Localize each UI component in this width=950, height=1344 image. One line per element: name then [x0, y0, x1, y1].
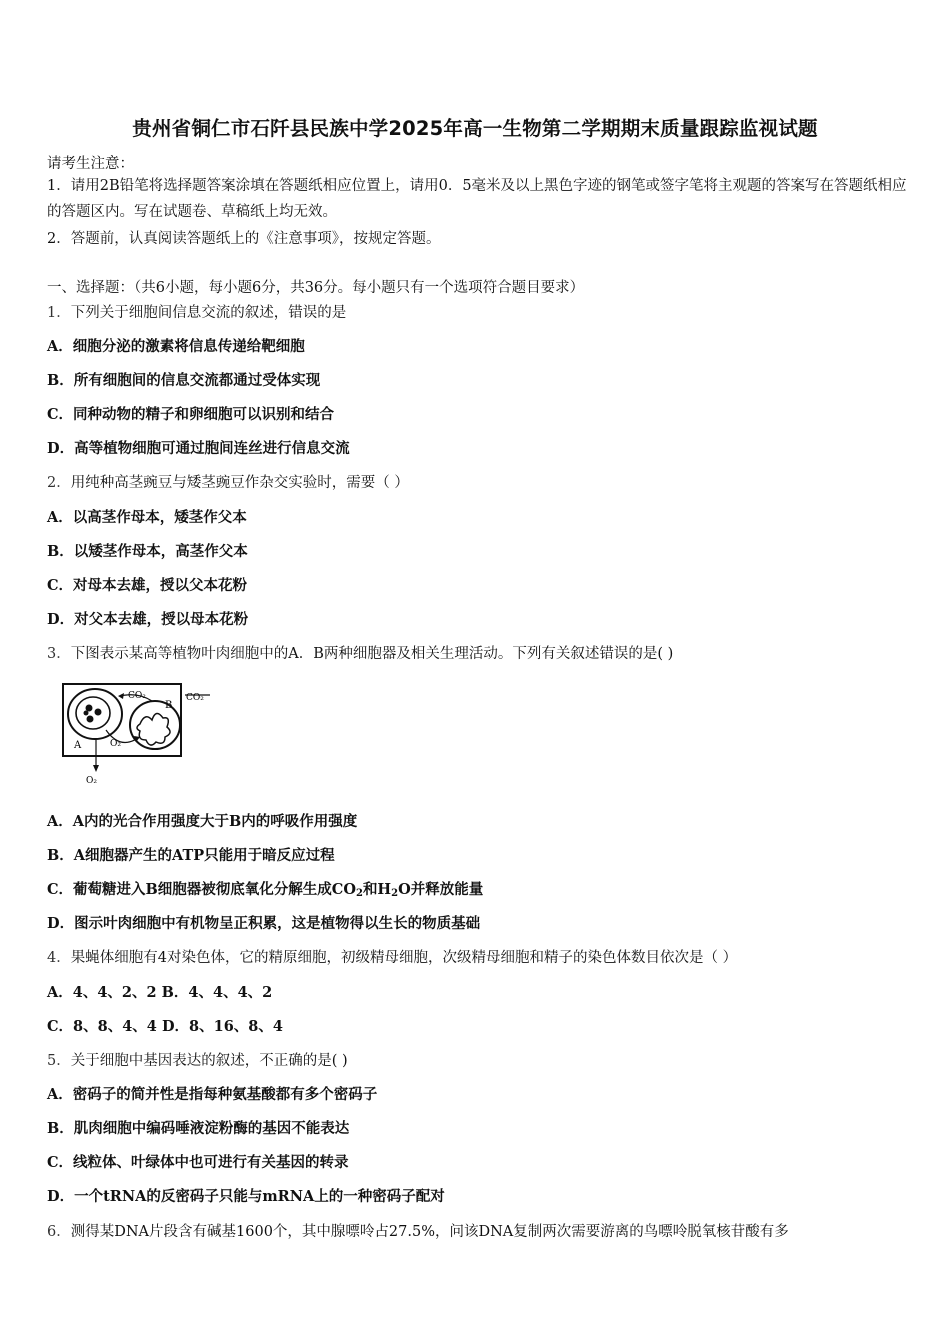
granum: [95, 709, 102, 716]
question-text: 下图表示某高等植物叶肉细胞中的A．B两种细胞器及相关生理活动。下列有关叙述错误的是( ): [70, 646, 674, 662]
organelle-diagram: [60, 680, 220, 790]
granum: [84, 711, 89, 716]
question-number: 5．: [47, 1053, 71, 1069]
question-5-stem: [47, 1049, 348, 1070]
q5-option-b: B．肌肉细胞中编码唾液淀粉酶的基因不能表达: [47, 1120, 350, 1137]
q3-option-c: [47, 878, 483, 899]
granum: [86, 705, 93, 712]
exam-title: 贵州省铜仁市石阡县民族中学2025年高一生物第二学期期末质量跟踪监视试题: [132, 117, 818, 140]
question-2-stem: [47, 471, 409, 492]
question-text: 下列关于细胞间信息交流的叙述，错误的是: [70, 305, 347, 321]
q3-option-b: B．A细胞器产生的ATP只能用于暗反应过程: [47, 847, 335, 864]
q1-option-d: D．高等植物细胞可通过胞间连丝进行信息交流: [47, 440, 350, 457]
arrow-head: [93, 765, 99, 772]
q2-option-a: A．以高茎作母本，矮茎作父本: [47, 509, 247, 526]
question-number: 1．: [47, 305, 71, 321]
label-b: B: [165, 700, 173, 711]
chloroplast-a-inner: [76, 697, 110, 729]
q5-option-d: D．一个tRNA的反密码子只能与mRNA上的一种密码子配对: [47, 1188, 445, 1205]
q1-option-a: A．细胞分泌的激素将信息传递给靶细胞: [47, 338, 305, 355]
granum: [87, 716, 94, 723]
q1-option-c: C．同种动物的精子和卵细胞可以识别和结合: [47, 406, 335, 423]
question-number: 4．: [47, 950, 71, 966]
q1-option-b: B．所有细胞间的信息交流都通过受体实现: [47, 372, 321, 389]
co2-label: CO₂: [128, 691, 146, 701]
question-4-stem: [47, 946, 737, 967]
subscript: 2: [391, 888, 399, 899]
option-c-text: C．葡萄糖进入B细胞器被彻底氧化分解生成CO: [47, 881, 356, 898]
arrow-head: [118, 693, 124, 699]
o2-outer-label: O₂: [86, 776, 97, 786]
q3-option-d: D．图示叶肉细胞中有机物呈正积累，这是植物得以生长的物质基础: [47, 915, 481, 932]
co2-outer-label: CO₂: [186, 693, 204, 703]
q4-options-ab: A．4、4、2、2 B．4、4、4、2: [47, 984, 273, 1001]
question-text: 果蝇体细胞有4对染色体，它的精原细胞，初级精母细胞，次级精母细胞和精子的染色体数目依次是（ ）: [70, 950, 738, 966]
question-3-stem: [47, 642, 673, 663]
section-heading: 一、选择题：（共6小题，每小题6分，共36分。每小题只有一个选项符合题目要求）: [47, 280, 585, 296]
notice-heading: 请考生注意：: [47, 156, 134, 172]
question-text: 测得某DNA片段含有碱基1600个，其中腺嘌呤占27.5%，问该DNA复制两次需要游离的鸟嘌呤脱氧核苷酸有多: [70, 1224, 789, 1240]
q4-options-cd: C．8、8、4、4 D．8、16、8、4: [47, 1018, 283, 1035]
question-1-stem: [47, 301, 346, 322]
question-text: 关于细胞中基因表达的叙述，不正确的是( ): [70, 1053, 348, 1069]
q5-option-a: A．密码子的简并性是指每种氨基酸都有多个密码子: [47, 1086, 378, 1103]
o2-label: O₂: [110, 739, 121, 749]
label-a: A: [74, 740, 82, 751]
question-number: 6．: [47, 1224, 71, 1240]
question-6-stem: [47, 1220, 789, 1241]
question-text: 用纯种高茎豌豆与矮茎豌豆作杂交实验时，需要（ ）: [70, 475, 409, 491]
mitochondrion-cristae: [137, 713, 170, 745]
option-c-text: 和H: [362, 881, 392, 898]
notice-item-2: 2．答题前，认真阅读答题纸上的《注意事项》，按规定答题。: [47, 231, 441, 247]
q2-option-c: C．对母本去雄，授以父本花粉: [47, 577, 248, 594]
q2-option-b: B．以矮茎作母本，高茎作父本: [47, 543, 248, 560]
q3-option-a: A．A内的光合作用强度大于B内的呼吸作用强度: [47, 813, 358, 830]
question-number: 3．: [47, 646, 71, 662]
subscript: 2: [355, 888, 363, 899]
q2-option-d: D．对父本去雄，授以母本花粉: [47, 611, 249, 628]
q5-option-c: C．线粒体、叶绿体中也可进行有关基因的转录: [47, 1154, 349, 1171]
mitochondrion-b-outer: [130, 701, 180, 749]
question-number: 2．: [47, 475, 71, 491]
option-c-text: O并释放能量: [398, 881, 484, 898]
notice-item-1: 1．请用2B铅笔将选择题答案涂填在答题纸相应位置上，请用0．5毫米及以上黑色字迹的钢笔或签字笔将主观题的答案写在答题纸相应的答题区内。写在试题卷、草稿纸上均无效。: [47, 178, 907, 220]
